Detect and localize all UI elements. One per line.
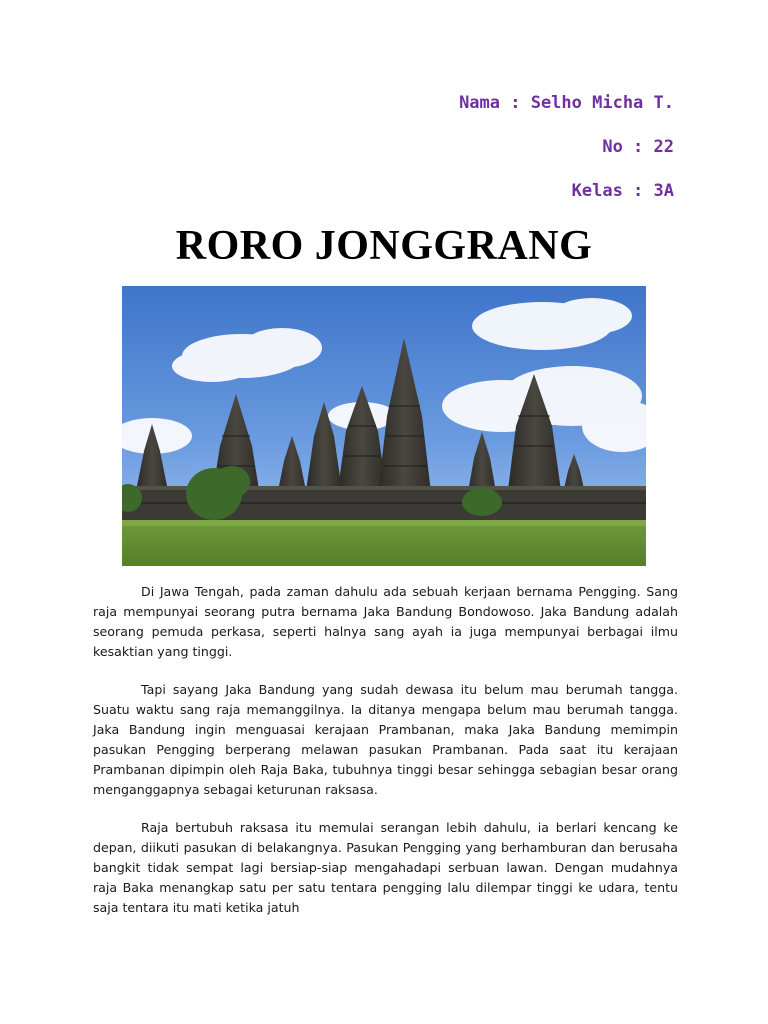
story-text bbox=[93, 582, 678, 936]
story-paragraph: Di Jawa Tengah, pada zaman dahulu ada sebuah kerjaan bernama Pengging. Sang raja mempunyai seorang putra bernama Jaka Bandung Bondowoso. Jaka Bandung adalah seorang pemuda perkasa, seperti halnya sang ayah ia juga mempunyai berbagai ilmu kesaktian yang tinggi. bbox=[93, 584, 678, 659]
temple-photo-illustration bbox=[122, 286, 646, 566]
student-number: No : 22 bbox=[602, 137, 674, 157]
student-info bbox=[459, 90, 674, 222]
grass-field bbox=[122, 520, 646, 566]
student-name: Nama : Selho Micha T. bbox=[459, 93, 674, 113]
story-title: RORO JONGGRANG bbox=[175, 223, 593, 269]
temple-photo bbox=[122, 286, 646, 566]
story-paragraph: Tapi sayang Jaka Bandung yang sudah dewasa itu belum mau berumah tangga. Suatu waktu sang raja memanggilnya. Ia ditanya mengapa belum mau berumah tangga. Jaka Bandung ingin menguasai kerajaan Prambanan, maka Jaka Bandung memimpin pasukan Pengging berperang melawan pasukan Prambanan. Pada saat itu kerajaan Prambanan dipimpin oleh Raja Baka, tubuhnya tinggi besar sehingga sebagian besar orang menganggapnya sebagai keturunan raksasa. bbox=[93, 682, 678, 797]
student-class: Kelas : 3A bbox=[571, 181, 674, 201]
story-paragraph: Raja bertubuh raksasa itu memulai serangan lebih dahulu, ia berlari kencang ke depan, diikuti pasukan di belakangnya. Pasukan Pengging yang berhamburan dan berusaha bangkit tidak sempat lagi bersiap-siap mengahadapi serbuan lawan. Dengan mudahnya raja Baka menangkap satu per satu tentara pengging lalu dilempar tinggi ke udara, tentu saja tentara itu mati ketika jatuh bbox=[93, 820, 678, 915]
